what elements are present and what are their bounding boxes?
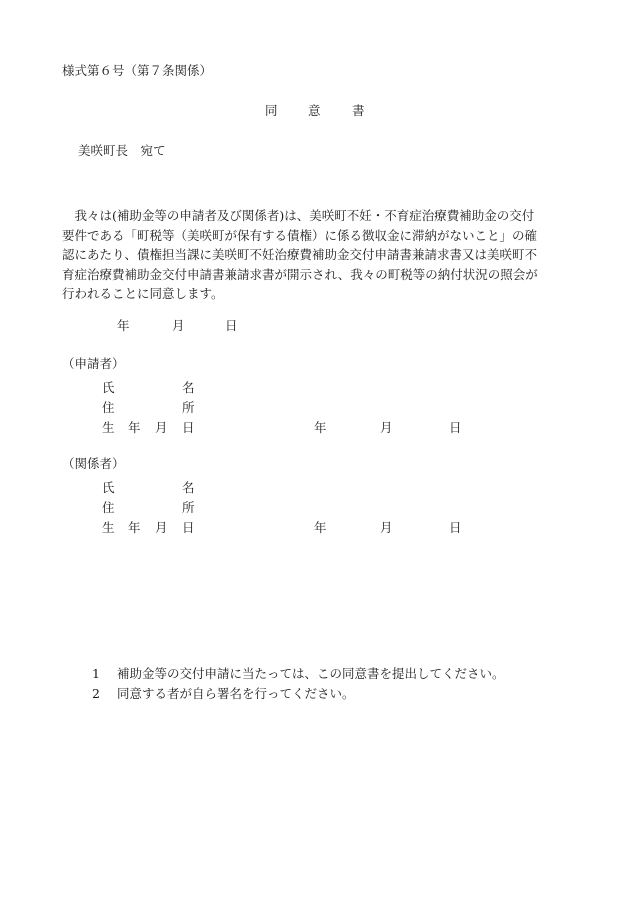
addressee: 美咲町長 宛て <box>78 143 166 158</box>
note-text: 同意する者が自ら署名を行ってください。 <box>117 686 355 701</box>
birthdate-month-label: 月 <box>380 520 393 535</box>
consent-date-field[interactable] <box>62 320 262 333</box>
name-label-char: 名 <box>182 380 195 395</box>
birthdate-label-char: 月 <box>155 420 168 435</box>
note-text: 補助金等の交付申請に当たっては、この同意書を提出してください。 <box>117 666 505 681</box>
address-label-char: 住 <box>102 400 115 415</box>
body-line: 育症治療費補助金交付申請書兼請求書が開示され、我々の町税等の納付状況の照会が <box>62 266 538 282</box>
address-label-char: 住 <box>102 500 115 515</box>
body-line: 我々は(補助金等の申請者及び関係者)は、美咲町不妊・不育症治療費補助金の交付 <box>62 208 535 223</box>
address-label-char: 所 <box>182 400 195 415</box>
note-number: 1 <box>92 666 100 681</box>
related-heading: （関係者） <box>62 456 125 471</box>
address-label-char: 所 <box>182 500 195 515</box>
birthdate-label-char: 年 <box>128 420 141 435</box>
birthdate-label-char: 生 <box>102 420 115 435</box>
note-number: 2 <box>92 686 100 701</box>
birthdate-day-label: 日 <box>449 520 462 535</box>
birthdate-day-label: 日 <box>449 420 462 435</box>
birthdate-label-char: 年 <box>128 520 141 535</box>
birthdate-month-label: 月 <box>380 420 393 435</box>
consent-body-paragraph <box>62 206 538 304</box>
name-label-char: 名 <box>182 480 195 495</box>
title-char: 意 <box>308 103 321 118</box>
birthdate-year-label: 年 <box>314 520 327 535</box>
date-year-label: 年 <box>117 318 130 333</box>
body-line: 要件である「町税等（美咲町が保有する債権）に係る徴収金に滞納がないこと」の確 <box>62 227 538 243</box>
body-line: 行われることに同意します。 <box>62 286 224 301</box>
applicant-heading: （申請者） <box>62 356 125 371</box>
body-line: 認にあたり、債権担当課に美咲町不妊治療費補助金交付申請書兼請求書又は美咲町不 <box>62 247 538 262</box>
birthdate-label-char: 日 <box>182 420 195 435</box>
title-char: 書 <box>352 103 365 118</box>
name-label-char: 氏 <box>102 380 115 395</box>
birthdate-label-char: 日 <box>182 520 195 535</box>
date-month-label: 月 <box>172 318 185 333</box>
title-char: 同 <box>265 103 278 118</box>
birthdate-label-char: 生 <box>102 520 115 535</box>
form-number: 様式第６号（第７条関係） <box>62 63 213 78</box>
birthdate-year-label: 年 <box>314 420 327 435</box>
date-day-label: 日 <box>225 318 238 333</box>
birthdate-label-char: 月 <box>155 520 168 535</box>
name-label-char: 氏 <box>102 480 115 495</box>
